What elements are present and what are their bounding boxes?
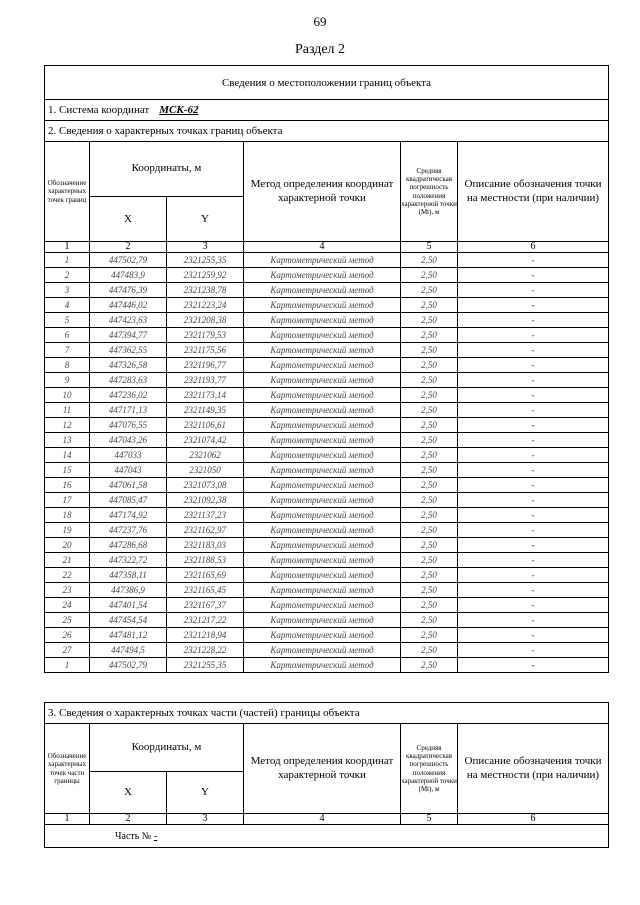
coord-y: 2321223,24 (167, 298, 244, 313)
coord-x: 447043,26 (90, 433, 167, 448)
method: Картометрический метод (244, 643, 401, 658)
accuracy: 2,50 (401, 508, 458, 523)
method: Картометрический метод (244, 253, 401, 268)
coord-y: 2321073,08 (167, 478, 244, 493)
point-number: 27 (45, 643, 90, 658)
parts-section-row (45, 703, 609, 724)
method: Картометрический метод (244, 598, 401, 613)
point-number: 3 (45, 283, 90, 298)
coord-y: 2321092,38 (167, 493, 244, 508)
accuracy: 2,50 (401, 328, 458, 343)
accuracy: 2,50 (401, 643, 458, 658)
coord-y: 2321074,42 (167, 433, 244, 448)
table-row (45, 643, 609, 658)
accuracy: 2,50 (401, 523, 458, 538)
header-x: X (90, 197, 167, 242)
header-coords: Координаты, м (90, 142, 244, 197)
header-row (45, 142, 609, 197)
coord-y: 2321193,77 (167, 373, 244, 388)
accuracy: 2,50 (401, 283, 458, 298)
coord-x: 447283,63 (90, 373, 167, 388)
description: - (458, 253, 609, 268)
header-method: Метод определения координат характерной точки (244, 142, 401, 242)
points-section-row (45, 121, 609, 142)
table-row (45, 433, 609, 448)
table-row (45, 283, 609, 298)
method: Картометрический метод (244, 388, 401, 403)
method: Картометрический метод (244, 373, 401, 388)
coord-x: 447401,54 (90, 598, 167, 613)
part-value: - (153, 830, 158, 842)
description: - (458, 343, 609, 358)
description: - (458, 328, 609, 343)
description: - (458, 628, 609, 643)
coord-x: 447043 (90, 463, 167, 478)
description: - (458, 433, 609, 448)
method: Картометрический метод (244, 568, 401, 583)
coord-x: 447326,58 (90, 358, 167, 373)
coord-y: 2321137,23 (167, 508, 244, 523)
method: Картометрический метод (244, 283, 401, 298)
table-row (45, 553, 609, 568)
boundary-table (44, 65, 609, 673)
coord-x: 447362,55 (90, 343, 167, 358)
accuracy: 2,50 (401, 268, 458, 283)
coord-x: 447483,9 (90, 268, 167, 283)
coord-x: 447322,72 (90, 553, 167, 568)
coord-x: 447386,9 (90, 583, 167, 598)
accuracy: 2,50 (401, 658, 458, 673)
method: Картометрический метод (244, 403, 401, 418)
header-accuracy: Средняя квадратическая погрешность положения характерной точки (Mt), м (401, 142, 458, 242)
table-row (45, 598, 609, 613)
point-number: 4 (45, 298, 90, 313)
table-title: Сведения о местоположении границ объекта (45, 66, 609, 100)
accuracy: 2,50 (401, 343, 458, 358)
table-row (45, 568, 609, 583)
coord-y: 2321165,45 (167, 583, 244, 598)
coord-x: 447358,11 (90, 568, 167, 583)
table-row (45, 373, 609, 388)
table-row (45, 313, 609, 328)
accuracy: 2,50 (401, 553, 458, 568)
description: - (458, 388, 609, 403)
coord-y: 2321255,35 (167, 658, 244, 673)
column-number: 4 (244, 814, 401, 825)
accuracy: 2,50 (401, 313, 458, 328)
description: - (458, 568, 609, 583)
table-row (45, 493, 609, 508)
point-number: 19 (45, 523, 90, 538)
coord-y: 2321217,22 (167, 613, 244, 628)
point-number: 10 (45, 388, 90, 403)
coord-x: 447494,5 (90, 643, 167, 658)
method: Картометрический метод (244, 268, 401, 283)
method: Картометрический метод (244, 523, 401, 538)
column-number: 5 (401, 242, 458, 253)
table-row (45, 388, 609, 403)
accuracy: 2,50 (401, 403, 458, 418)
column-number: 5 (401, 814, 458, 825)
column-number: 2 (90, 242, 167, 253)
coord-system-row (45, 100, 609, 121)
point-number: 1 (45, 658, 90, 673)
accuracy: 2,50 (401, 418, 458, 433)
description: - (458, 313, 609, 328)
table-row (45, 298, 609, 313)
table-row (45, 508, 609, 523)
column-numbers-row (45, 242, 609, 253)
method: Картометрический метод (244, 478, 401, 493)
coord-y: 2321188,53 (167, 553, 244, 568)
coord-x: 447085,47 (90, 493, 167, 508)
table-row (45, 328, 609, 343)
coord-y: 2321167,37 (167, 598, 244, 613)
accuracy: 2,50 (401, 613, 458, 628)
table-row (45, 253, 609, 268)
header-point: Обозначение характерных точек границ (45, 142, 90, 242)
points-section-title: 2. Сведения о характерных точках границ объекта (45, 121, 609, 142)
header-y: Y (167, 197, 244, 242)
point-number: 16 (45, 478, 90, 493)
table-row (45, 478, 609, 493)
method: Картометрический метод (244, 463, 401, 478)
method: Картометрический метод (244, 448, 401, 463)
part-label: Часть № (115, 830, 152, 842)
coord-x: 447394,77 (90, 328, 167, 343)
coord-x: 447033 (90, 448, 167, 463)
parts-header-row (45, 724, 609, 772)
coord-x: 447446,02 (90, 298, 167, 313)
description: - (458, 463, 609, 478)
accuracy: 2,50 (401, 298, 458, 313)
point-number: 5 (45, 313, 90, 328)
description: - (458, 523, 609, 538)
description: - (458, 553, 609, 568)
description: - (458, 298, 609, 313)
method: Картометрический метод (244, 433, 401, 448)
coord-x: 447502,79 (90, 658, 167, 673)
accuracy: 2,50 (401, 583, 458, 598)
description: - (458, 418, 609, 433)
parts-column-numbers-row (45, 814, 609, 825)
point-number: 26 (45, 628, 90, 643)
method: Картометрический метод (244, 358, 401, 373)
column-number: 3 (167, 242, 244, 253)
method: Картометрический метод (244, 493, 401, 508)
accuracy: 2,50 (401, 628, 458, 643)
table-row (45, 463, 609, 478)
point-number: 25 (45, 613, 90, 628)
accuracy: 2,50 (401, 478, 458, 493)
accuracy: 2,50 (401, 253, 458, 268)
coord-x: 447481,12 (90, 628, 167, 643)
table-row (45, 358, 609, 373)
description: - (458, 478, 609, 493)
point-number: 12 (45, 418, 90, 433)
parts-header-point: Обозначение характерных точек части границы (45, 724, 90, 814)
header-description: Описание обозначения точки на местности (при наличии) (458, 142, 609, 242)
description: - (458, 283, 609, 298)
coord-y: 2321106,61 (167, 418, 244, 433)
description: - (458, 538, 609, 553)
table-row (45, 628, 609, 643)
method: Картометрический метод (244, 313, 401, 328)
point-number: 9 (45, 373, 90, 388)
parts-section-title: 3. Сведения о характерных точках части (частей) границы объекта (45, 703, 609, 724)
coord-x: 447423,63 (90, 313, 167, 328)
table-row (45, 658, 609, 673)
coord-y: 2321218,94 (167, 628, 244, 643)
parts-header-accuracy: Средняя квадратическая погрешность положения характерной точки (Mt), м (401, 724, 458, 814)
column-number: 6 (458, 814, 609, 825)
description: - (458, 448, 609, 463)
description: - (458, 508, 609, 523)
coord-y: 2321179,53 (167, 328, 244, 343)
description: - (458, 373, 609, 388)
section-title: Раздел 2 (294, 42, 346, 57)
coord-y: 2321162,97 (167, 523, 244, 538)
coord-x: 447174,92 (90, 508, 167, 523)
point-number: 6 (45, 328, 90, 343)
accuracy: 2,50 (401, 433, 458, 448)
coord-y: 2321196,77 (167, 358, 244, 373)
accuracy: 2,50 (401, 568, 458, 583)
coord-x: 447061,58 (90, 478, 167, 493)
coord-y: 2321165,69 (167, 568, 244, 583)
method: Картометрический метод (244, 658, 401, 673)
column-number: 6 (458, 242, 609, 253)
coord-x: 447076,55 (90, 418, 167, 433)
point-number: 2 (45, 268, 90, 283)
column-number: 3 (167, 814, 244, 825)
point-number: 17 (45, 493, 90, 508)
accuracy: 2,50 (401, 463, 458, 478)
method: Картометрический метод (244, 583, 401, 598)
table-row (45, 268, 609, 283)
description: - (458, 613, 609, 628)
column-number: 2 (90, 814, 167, 825)
coord-x: 447286,68 (90, 538, 167, 553)
point-number: 11 (45, 403, 90, 418)
description: - (458, 658, 609, 673)
method: Картометрический метод (244, 538, 401, 553)
coord-system-label: 1. Система координат (48, 104, 150, 116)
parts-header-y: Y (167, 772, 244, 814)
parts-header-method: Метод определения координат характерной точки (244, 724, 401, 814)
point-number: 13 (45, 433, 90, 448)
column-number: 4 (244, 242, 401, 253)
accuracy: 2,50 (401, 448, 458, 463)
method: Картометрический метод (244, 553, 401, 568)
parts-header-x: X (90, 772, 167, 814)
coord-x: 447171,13 (90, 403, 167, 418)
coord-y: 2321259,92 (167, 268, 244, 283)
column-number: 1 (45, 242, 90, 253)
method: Картометрический метод (244, 328, 401, 343)
description: - (458, 643, 609, 658)
page-number: 69 (313, 14, 327, 29)
coord-y: 2321183,03 (167, 538, 244, 553)
point-number: 1 (45, 253, 90, 268)
coord-y: 2321050 (167, 463, 244, 478)
point-number: 15 (45, 463, 90, 478)
parts-header-coords: Координаты, м (90, 724, 244, 772)
coord-y: 2321173,14 (167, 388, 244, 403)
description: - (458, 583, 609, 598)
accuracy: 2,50 (401, 373, 458, 388)
coord-y: 2321255,35 (167, 253, 244, 268)
point-number: 23 (45, 583, 90, 598)
description: - (458, 403, 609, 418)
accuracy: 2,50 (401, 598, 458, 613)
method: Картометрический метод (244, 613, 401, 628)
coord-x: 447237,76 (90, 523, 167, 538)
method: Картометрический метод (244, 343, 401, 358)
part-row (45, 825, 609, 848)
coord-x: 447476,39 (90, 283, 167, 298)
coord-y: 2321175,56 (167, 343, 244, 358)
coord-x: 447454,54 (90, 613, 167, 628)
coord-system-value: МСК-62 (159, 104, 199, 116)
coord-x: 447502,79 (90, 253, 167, 268)
point-number: 21 (45, 553, 90, 568)
method: Картометрический метод (244, 628, 401, 643)
point-number: 18 (45, 508, 90, 523)
table-row (45, 613, 609, 628)
accuracy: 2,50 (401, 493, 458, 508)
parts-header-description: Описание обозначения точки на местности (при наличии) (458, 724, 609, 814)
table-row (45, 523, 609, 538)
point-number: 20 (45, 538, 90, 553)
point-number: 24 (45, 598, 90, 613)
parts-table (44, 702, 609, 848)
table-row (45, 538, 609, 553)
accuracy: 2,50 (401, 358, 458, 373)
table-row (45, 583, 609, 598)
description: - (458, 358, 609, 373)
coord-y: 2321062 (167, 448, 244, 463)
method: Картометрический метод (244, 418, 401, 433)
coord-y: 2321228,22 (167, 643, 244, 658)
table-row (45, 448, 609, 463)
accuracy: 2,50 (401, 388, 458, 403)
description: - (458, 493, 609, 508)
description: - (458, 268, 609, 283)
point-number: 14 (45, 448, 90, 463)
table-row (45, 403, 609, 418)
method: Картометрический метод (244, 508, 401, 523)
point-number: 7 (45, 343, 90, 358)
table-title-row (45, 66, 609, 100)
table-row (45, 418, 609, 433)
method: Картометрический метод (244, 298, 401, 313)
point-number: 22 (45, 568, 90, 583)
table-row (45, 343, 609, 358)
accuracy: 2,50 (401, 538, 458, 553)
coord-y: 2321208,38 (167, 313, 244, 328)
coord-x: 447236,02 (90, 388, 167, 403)
coord-y: 2321149,35 (167, 403, 244, 418)
coord-y: 2321238,78 (167, 283, 244, 298)
point-number: 8 (45, 358, 90, 373)
description: - (458, 598, 609, 613)
column-number: 1 (45, 814, 90, 825)
